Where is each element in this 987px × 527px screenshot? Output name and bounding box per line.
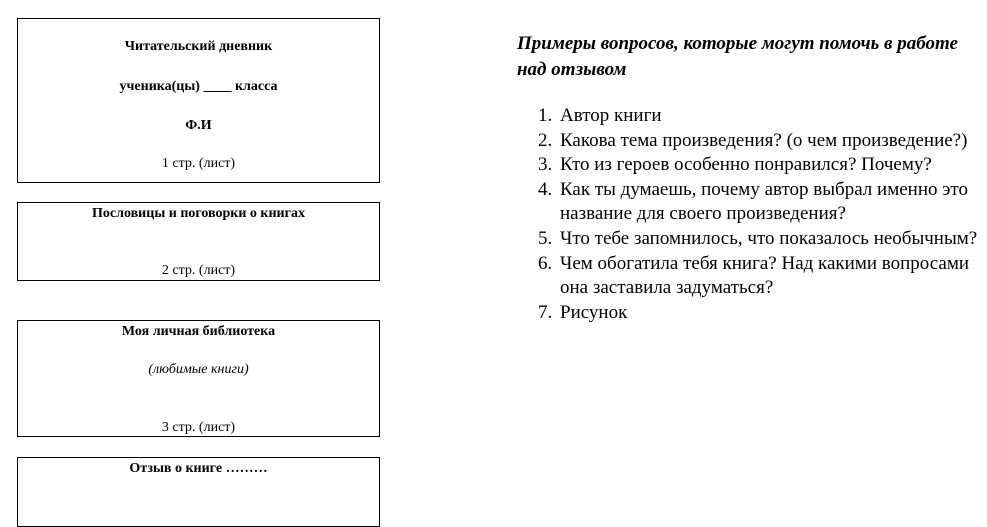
title-page-card: [17, 18, 380, 183]
item-text: Автор книги: [560, 105, 662, 126]
card-page-label: 2 стр. (лист): [161, 263, 236, 278]
list-item: [538, 301, 978, 326]
review-card: [17, 457, 380, 527]
card-page-label: 1 стр. (лист): [161, 156, 236, 171]
item-text: Что тебе запомнилось, что показалось необычным?: [560, 227, 978, 249]
card-page-label: 3 стр. (лист): [161, 420, 236, 435]
item-number: 4.: [538, 178, 553, 200]
item-text: Кто из героев особенно понравился? Почему?: [560, 154, 932, 176]
library-card: [17, 320, 380, 437]
questions-heading: Примеры вопросов, которые могут помочь в работе над отзывом: [517, 33, 958, 80]
card-name-line: Ф.И: [185, 118, 212, 133]
item-number: 3.: [538, 154, 553, 176]
card-title: Моя личная библиотека: [121, 324, 276, 339]
card-title: Читательский дневник: [124, 39, 273, 54]
list-item: [538, 153, 978, 178]
list-item: [538, 104, 978, 129]
item-text: Рисунок: [560, 301, 628, 323]
card-subtitle: (любимые книги): [148, 362, 249, 377]
item-text: Чем обогатила тебя книга? Над какими вопросами она заставила задуматься?: [560, 252, 970, 299]
card-title: Отзыв о книге ………: [129, 461, 268, 476]
list-item: [538, 129, 978, 154]
item-number: 1.: [538, 105, 553, 126]
item-number: 7.: [538, 301, 553, 323]
list-item: [538, 227, 978, 252]
item-text: Какова тема произведения? (о чем произведение?): [560, 129, 968, 151]
item-number: 5.: [538, 227, 553, 249]
proverbs-card: [17, 202, 380, 281]
item-number: 2.: [538, 129, 553, 151]
item-text: Как ты думаешь, почему автор выбрал именно это название для своего произведения?: [560, 178, 968, 225]
item-number: 6.: [538, 252, 553, 274]
card-title: Пословицы и поговорки о книгах: [92, 206, 305, 221]
list-item: [538, 252, 978, 301]
list-item: [538, 178, 978, 227]
card-student-line: ученика(цы) ____ класса: [119, 79, 278, 94]
questions-list: [538, 104, 978, 325]
